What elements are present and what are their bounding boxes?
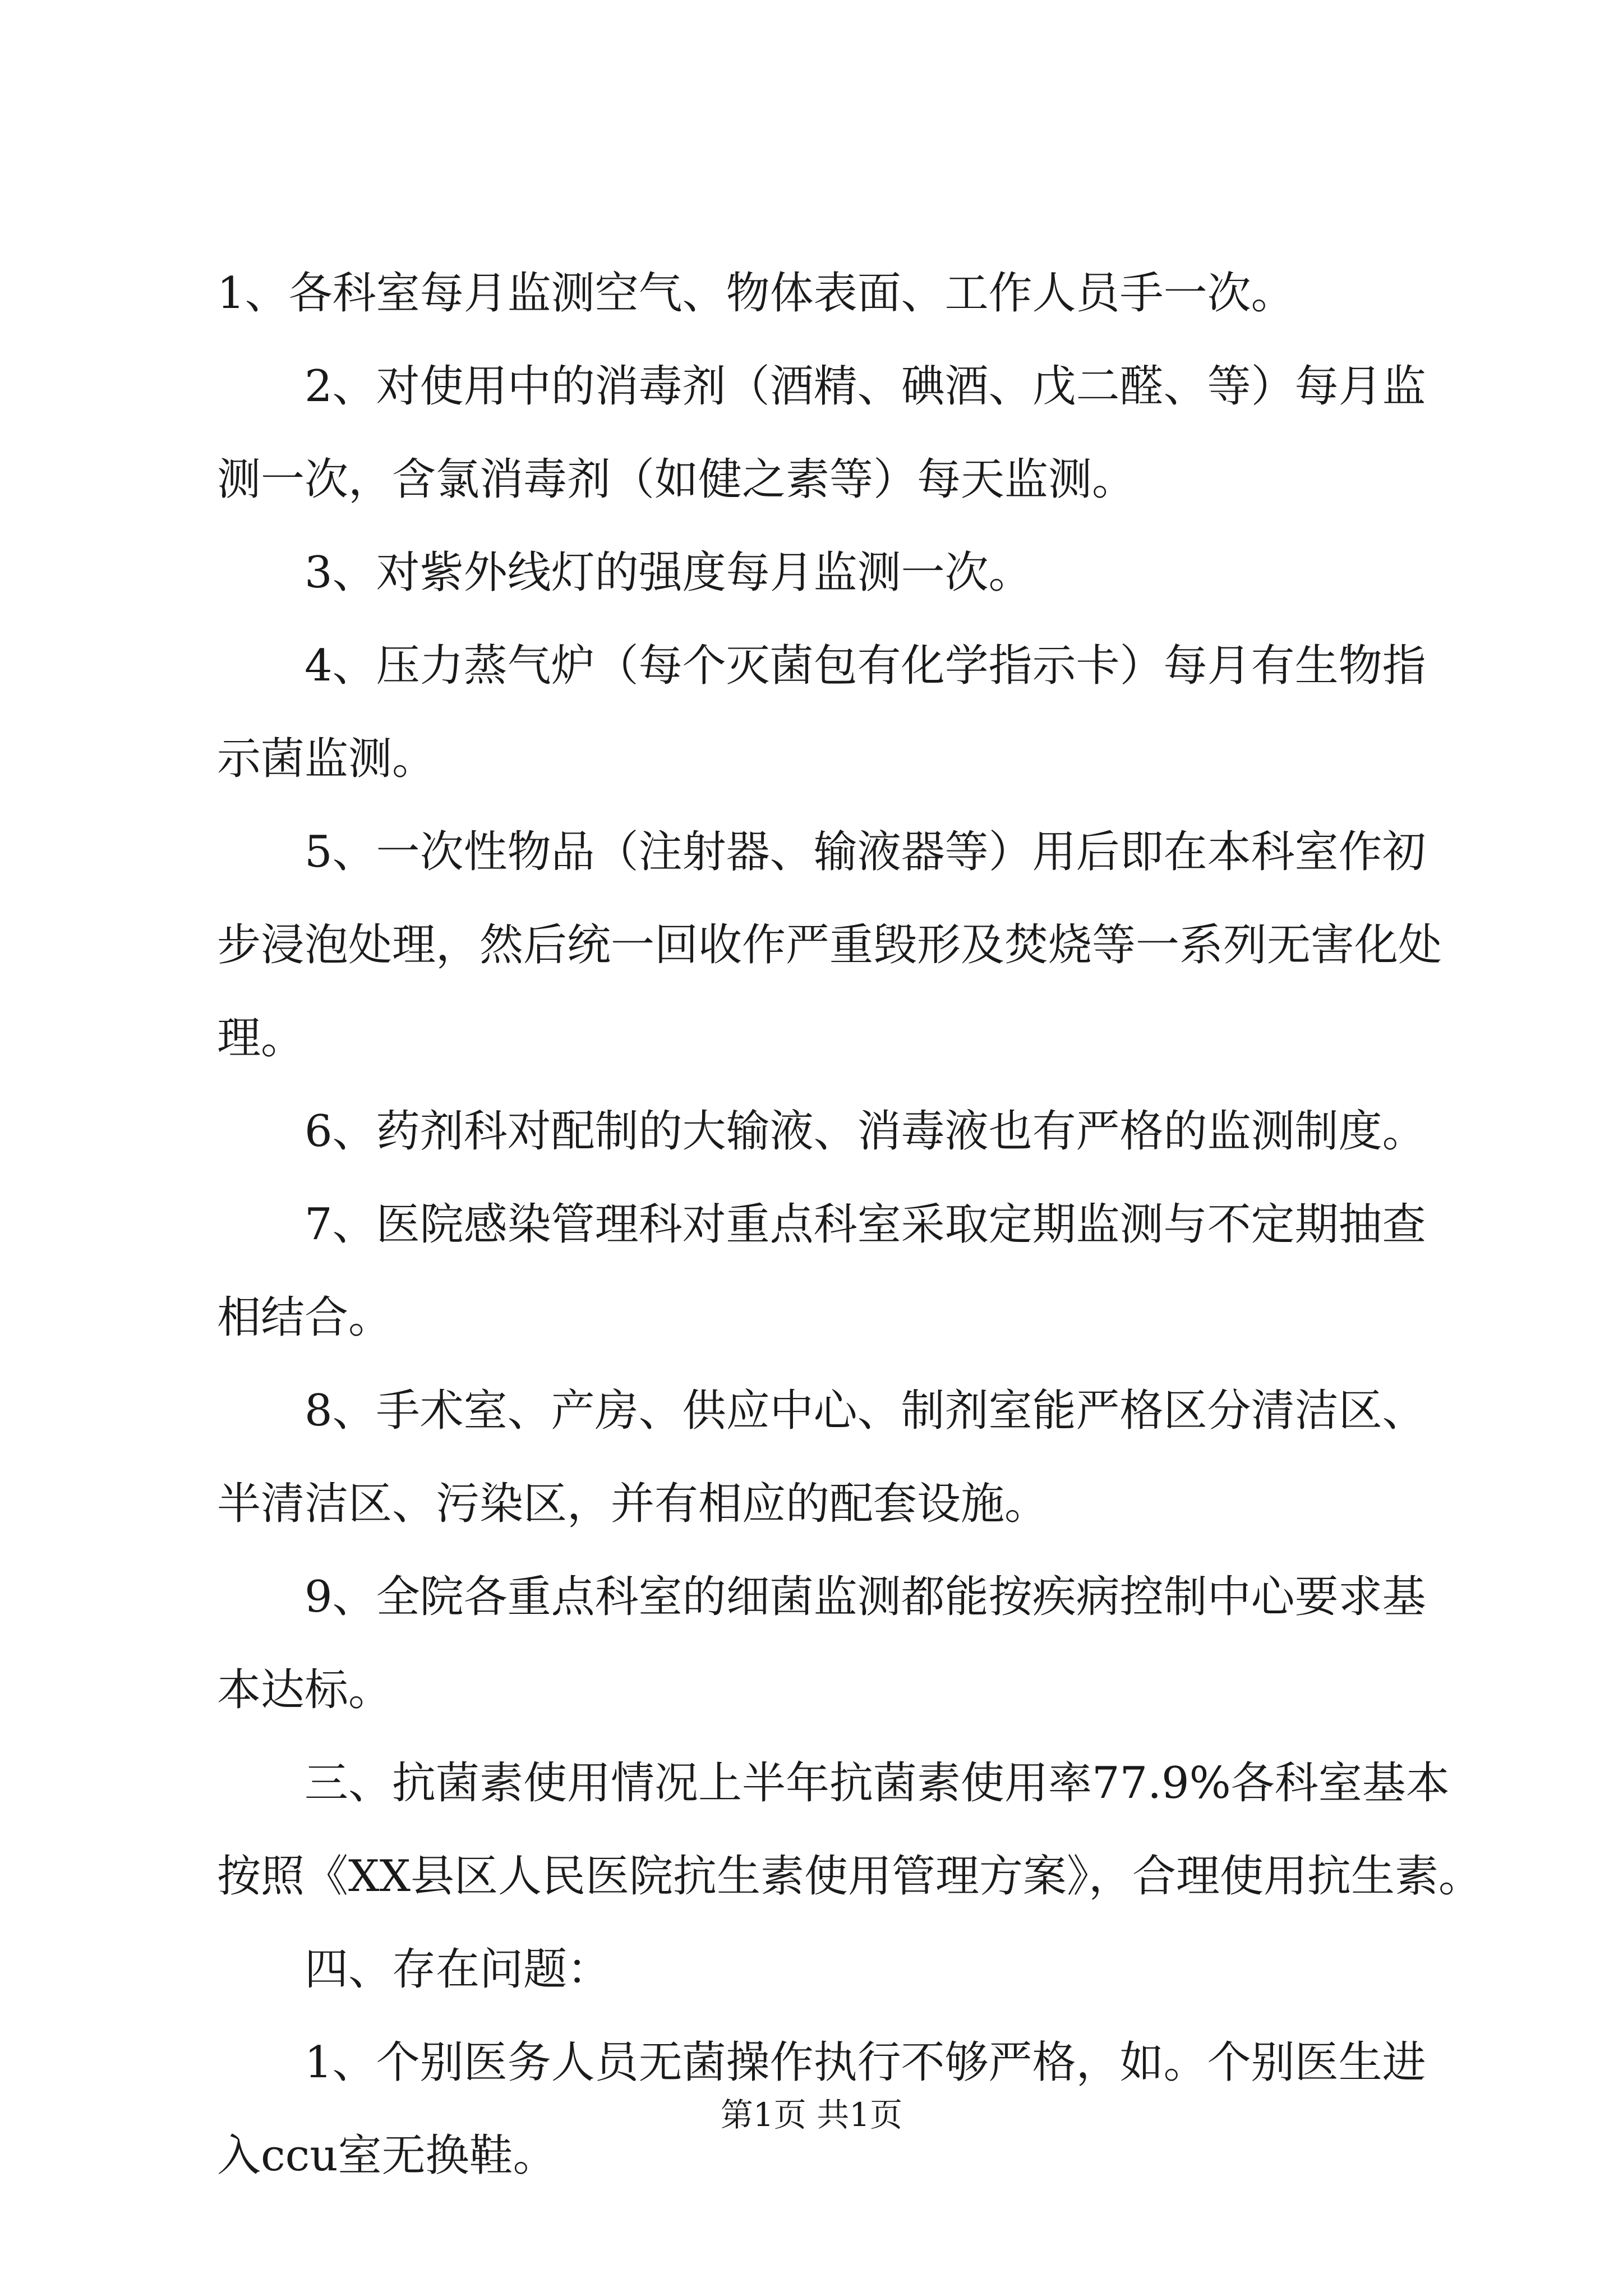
paragraph-3-line-1: 3、对紫外线灯的强度每月监测一次。	[305, 547, 1032, 598]
paragraph-9-line-1: 9、全院各重点科室的细菌监测都能按疾病控制中心要求基	[305, 1572, 1426, 1622]
paragraph-8-line-1: 8、手术室、产房、供应中心、制剂室能严格区分清洁区、	[305, 1386, 1426, 1436]
paragraph-9-line-2: 本达标。	[217, 1665, 393, 1715]
paragraph-10-line-2: 按照《XX县区人民医院抗生素使用管理方案》，合理使用抗生素。	[217, 1851, 1483, 1902]
paragraph-4-line-1: 4、压力蒸气炉（每个灭菌包有化学指示卡）每月有生物指	[305, 641, 1426, 691]
paragraph-5-line-1: 5、一次性物品（注射器、输液器等）用后即在本科室作初	[305, 827, 1426, 877]
paragraph-10-line-1: 三、抗菌素使用情况上半年抗菌素使用率77.9%各科室基本	[305, 1758, 1450, 1809]
section-heading-issues: 四、存在问题：	[305, 1944, 611, 1995]
paragraph-7-line-1: 7、医院感染管理科对重点科室采取定期监测与不定期抽查	[305, 1199, 1426, 1250]
paragraph-12-line-2: 入ccu室无换鞋。	[217, 2131, 557, 2181]
paragraph-4-line-2: 示菌监测。	[217, 734, 436, 784]
paragraph-8-line-2: 半清洁区、污染区，并有相应的配套设施。	[217, 1479, 1049, 1529]
paragraph-12-line-1: 1、个别医务人员无菌操作执行不够严格，如。个别医生进	[305, 2037, 1426, 2088]
paragraph-7-line-2: 相结合。	[217, 1292, 393, 1343]
page-number-footer: 第1页 共1页	[720, 2096, 903, 2134]
paragraph-1-line-1: 1、各科室每月监测空气、物体表面、工作人员手一次。	[217, 268, 1295, 319]
paragraph-2-line-1: 2、对使用中的消毒剂（酒精、碘酒、戊二醛、等）每月监	[305, 361, 1426, 412]
paragraph-5-line-3: 理。	[217, 1013, 305, 1064]
paragraph-6-line-1: 6、药剂科对配制的大输液、消毒液也有严格的监测制度。	[305, 1106, 1426, 1157]
paragraph-5-line-2: 步浸泡处理，然后统一回收作严重毁形及焚烧等一系列无害化处	[217, 920, 1442, 970]
paragraph-2-line-2: 测一次，含氯消毒剂（如健之素等）每天监测。	[217, 454, 1136, 505]
